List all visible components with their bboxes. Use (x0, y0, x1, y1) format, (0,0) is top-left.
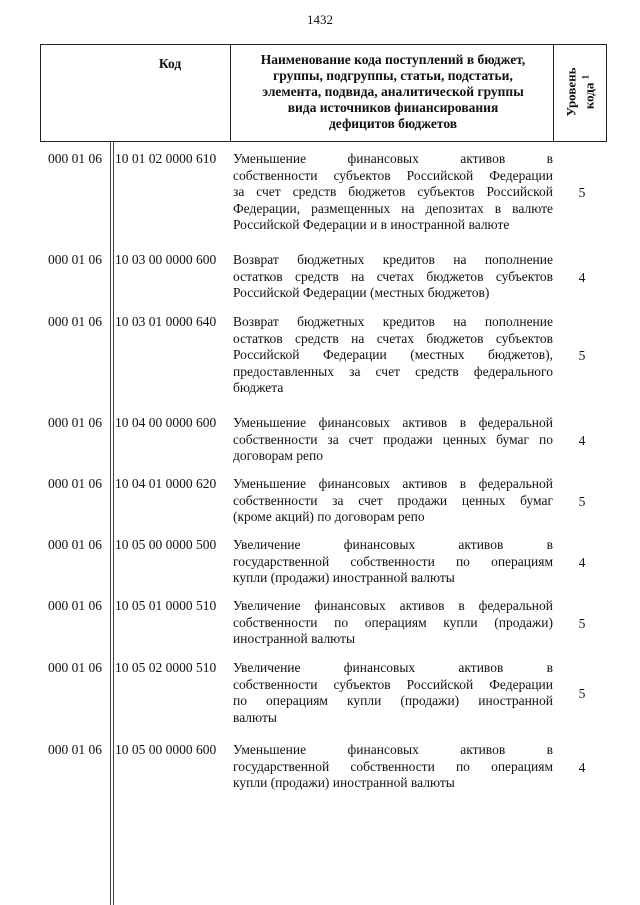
row-description (233, 314, 553, 397)
row-description-line: Российской Федерации (местных бюджетов) (233, 285, 490, 301)
row-description-line: Российской Федерации (местных бюджетов), (233, 347, 553, 363)
row-code-source: 10 05 02 0000 510 (115, 660, 217, 675)
header-name-line: Наименование кода поступлений в бюджет, (260, 52, 526, 67)
row-description (233, 537, 553, 587)
row-description-line: купли (продажи) иностранной валюты (233, 570, 455, 586)
header-name-line: дефицитов бюджетов (328, 116, 458, 131)
footnote-marker: 1 (580, 74, 591, 80)
row-level: 5 (578, 615, 586, 631)
row-description-line: государственной собственности по операциям (233, 758, 553, 774)
column-line-left (110, 142, 111, 905)
row-code-admin: 000 01 06 (48, 314, 102, 329)
row-description-line: Увеличение финансовых активов в федеральной (233, 598, 553, 613)
header-divider-code (230, 44, 231, 142)
row-code-source: 10 01 02 0000 610 (115, 151, 217, 166)
header-level-line1: Уровень (563, 67, 579, 117)
row-code-admin: 000 01 06 (48, 537, 102, 552)
row-code-source: 10 04 00 0000 600 (115, 415, 217, 430)
column-line-code (113, 142, 114, 905)
row-description-line: Федерации, размещенных на депозитах в валюте (233, 200, 553, 216)
row-description-line: по операциям купли (продажи) иностранной (233, 693, 553, 709)
row-description-line: остатков средств на счетах бюджетов субъектов (233, 330, 553, 346)
row-code-admin: 000 01 06 (48, 415, 102, 430)
row-level: 4 (578, 759, 586, 775)
row-description-line: Российской Федерации и в иностранной валюте (233, 217, 510, 233)
header-name-line: вида источников финансирования (287, 100, 499, 115)
row-code-admin: 000 01 06 (48, 151, 102, 166)
header-name-line: элемента, подвида, аналитической группы (262, 84, 524, 99)
row-code-source: 10 04 01 0000 620 (115, 476, 217, 491)
header-border-left (40, 44, 41, 142)
row-description-line: валюты (233, 709, 277, 725)
row-description-line: Уменьшение финансовых активов в федеральной (233, 476, 553, 491)
row-description (233, 476, 553, 526)
row-level: 5 (578, 685, 586, 701)
row-description-line: предоставленных за счет средств федерального (233, 363, 553, 379)
header-level-label (563, 67, 596, 116)
row-code-admin: 000 01 06 (48, 660, 102, 675)
page-number: 1432 (307, 12, 333, 27)
row-description (233, 415, 553, 465)
row-description-line: остатков средств на счетах бюджетов субъектов (233, 268, 553, 284)
row-description-line: купли (продажи) иностранной валюты (233, 775, 455, 791)
row-description-line: собственности за счет продажи ценных бумаг по (233, 431, 553, 447)
header-level-cell (553, 44, 607, 140)
row-description-line: (кроме акций) по договорам репо (233, 509, 425, 525)
row-code-source: 10 03 00 0000 600 (115, 252, 217, 267)
row-code-admin: 000 01 06 (48, 598, 102, 613)
row-description-line: за счет средств бюджетов субъектов Российской (233, 184, 553, 200)
row-description (233, 598, 553, 648)
row-code-source: 10 03 01 0000 640 (115, 314, 217, 329)
header-name-line: группы, подгруппы, статьи, подстатьи, (273, 68, 513, 83)
row-code-source: 10 05 00 0000 500 (115, 537, 217, 552)
row-description (233, 742, 553, 792)
row-level: 4 (578, 432, 586, 448)
row-description (233, 252, 553, 302)
row-code-admin: 000 01 06 (48, 252, 102, 267)
row-description-line: государственной собственности по операциям (233, 553, 553, 569)
row-description-line: собственности субъектов Российской Федерации (233, 167, 553, 183)
row-code-admin: 000 01 06 (48, 742, 102, 757)
row-description-line: Возврат бюджетных кредитов на пополнение (233, 252, 553, 267)
row-level: 5 (578, 493, 586, 509)
row-description-line: собственности по операциям купли (продажи) (233, 614, 553, 630)
row-description-line: Увеличение финансовых активов в (233, 660, 553, 675)
header-level-line2 (578, 67, 596, 116)
row-code-source: 10 05 01 0000 510 (115, 598, 217, 613)
row-description-line: бюджета (233, 380, 284, 396)
row-description-line: договорам репо (233, 448, 323, 464)
row-level: 4 (578, 554, 586, 570)
row-description-line: Увеличение финансовых активов в (233, 537, 553, 552)
header-level-word: кода (581, 82, 597, 110)
row-description-line: Уменьшение финансовых активов в (233, 151, 553, 166)
header-code-label: Код (158, 56, 182, 71)
row-level: 4 (578, 269, 586, 285)
header-name-label (238, 52, 548, 132)
row-description-line: Уменьшение финансовых активов в федеральной (233, 415, 553, 430)
row-description (233, 151, 553, 234)
row-description-line: собственности субъектов Российской Федерации (233, 676, 553, 692)
row-level: 5 (578, 348, 586, 364)
row-description-line: Уменьшение финансовых активов в (233, 742, 553, 757)
row-description-line: Возврат бюджетных кредитов на пополнение (233, 314, 553, 329)
row-level: 5 (578, 185, 586, 201)
row-description (233, 660, 553, 726)
row-code-source: 10 05 00 0000 600 (115, 742, 217, 757)
row-code-admin: 000 01 06 (48, 476, 102, 491)
row-description-line: иностранной валюты (233, 631, 356, 647)
row-description-line: собственности за счет продажи ценных бумаг (233, 492, 553, 508)
